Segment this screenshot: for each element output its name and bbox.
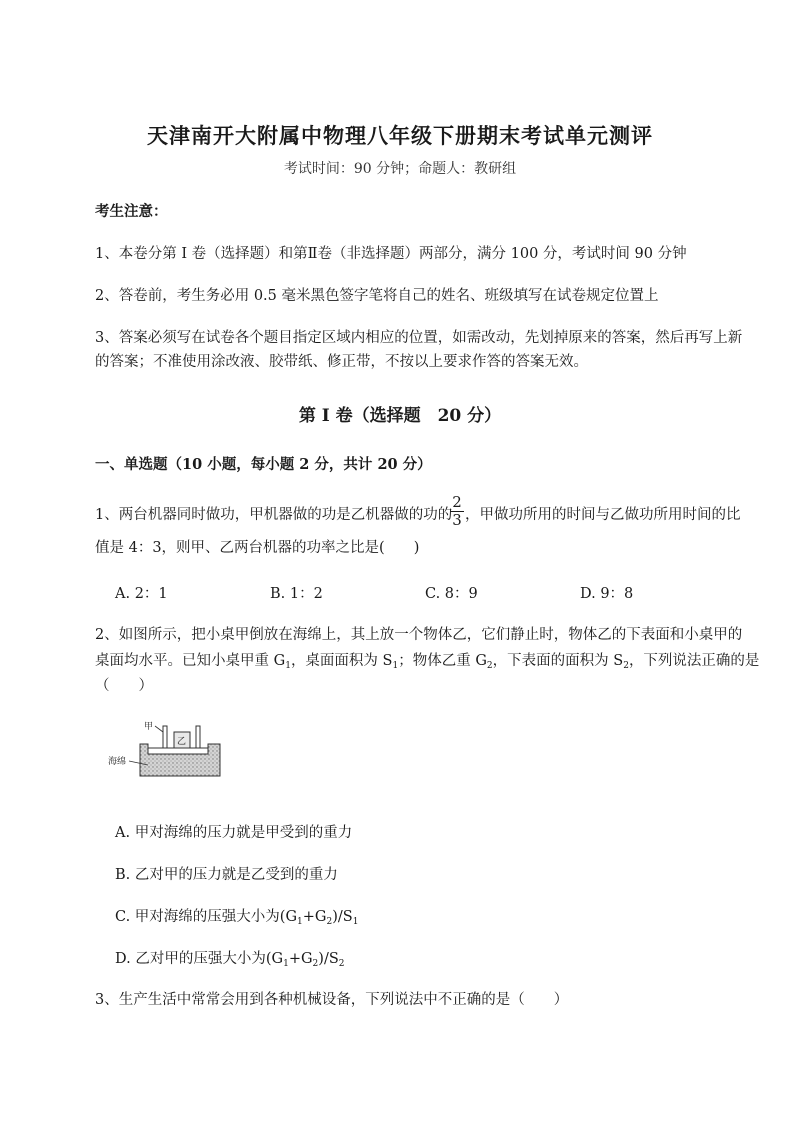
figure-label-yi: 乙 [177, 737, 187, 747]
notice-item-3: 3、答案必须写在试卷各个题目指定区域内相应的位置，如需改动，先划掉原来的答案，然后再写上新 [95, 330, 743, 346]
q2-option-a: A. 甲对海绵的压力就是甲受到的重力 [115, 825, 353, 841]
q2-option-c-post: )/S [332, 909, 353, 925]
q1-option-b: B. 1：2 [270, 586, 323, 602]
page-title: 天津南开大附属中物理八年级下册期末考试单元测评 [147, 123, 653, 148]
figure-label-jia: 甲 [144, 722, 154, 732]
q1-option-d: D. 9：8 [580, 586, 634, 602]
table-top [148, 748, 208, 754]
q1-option-c: C. 8：9 [425, 586, 478, 602]
q2-line1: 2、如图所示，把小桌甲倒放在海绵上，其上放一个物体乙，它们静止时，物体乙的下表面和小桌甲的 [95, 627, 743, 643]
q2-option-d-post: )/S [318, 951, 339, 967]
q2-line2-c: ；物体乙重 G [398, 653, 487, 669]
q2-option-c-mid: +G [302, 909, 327, 925]
q1-fraction-numerator: 2 [450, 494, 464, 512]
notice-item-1: 1、本卷分第 I 卷（选择题）和第Ⅱ卷（非选择题）两部分，满分 100 分，考试时间 90 分钟 [95, 246, 687, 262]
q1-line2: 值是 4：3，则甲、乙两台机器的功率之比是( ) [95, 540, 420, 556]
q2-option-d-sub-s: 2 [338, 959, 345, 969]
q2-option-c-pre: C. 甲对海绵的压强大小为(G [115, 909, 298, 925]
q1-line1-pre: 1、两台机器同时做功，甲机器做的功是乙机器做的功的 [95, 507, 453, 523]
q2-sub-g1: 1 [285, 661, 291, 671]
q2-line2-a: 桌面均水平。已知小桌甲重 G [95, 653, 286, 669]
q1-option-a: A. 2：1 [115, 586, 168, 602]
figure-label-sponge: 海绵 [108, 757, 127, 767]
section-title: 第 I 卷（选择题 20 分） [298, 406, 502, 426]
q2-option-c-sub-2: 2 [326, 917, 333, 927]
q2-line2-b: ，桌面面积为 S [290, 653, 393, 669]
q2-line3: （ ） [95, 678, 153, 694]
part-heading: 一、单选题（10 小题，每小题 2 分，共计 20 分） [95, 456, 432, 473]
q2-option-b: B. 乙对甲的压力就是乙受到的重力 [115, 867, 338, 883]
q2-option-d-pre: D. 乙对甲的压强大小为(G [115, 951, 284, 967]
q2-option-d-sub-2: 2 [312, 959, 319, 969]
q2-option-d-mid: +G [288, 951, 313, 967]
q2-line2-e: ，下列说法正确的是 [628, 653, 760, 669]
q1-line1-post: ，甲做功所用的时间与乙做功所用时间的比 [465, 507, 741, 523]
label-pointer-jia [155, 726, 163, 732]
notice-item-2: 2、答卷前，考生务必用 0.5 毫米黑色签字笔将自己的姓名、班级填写在试卷规定位置上 [95, 288, 659, 304]
q2-option-c [115, 905, 358, 927]
q2-sub-g2: 2 [486, 661, 493, 671]
q2-line2 [95, 651, 759, 676]
q2-figure [108, 718, 238, 780]
page-subtitle: 考试时间：90 分钟；命题人：教研组 [283, 161, 517, 177]
q2-option-d [115, 947, 345, 969]
q2-line2-d: ，下表面的面积为 S [492, 653, 624, 669]
table-leg-left [163, 726, 167, 748]
table-leg-right [196, 726, 200, 748]
q2-option-c-sub-1: 1 [297, 917, 303, 927]
q1-fraction-denominator: 3 [452, 511, 462, 529]
q2-sub-s2: 2 [623, 661, 629, 671]
notice-heading: 考生注意： [95, 203, 168, 220]
q2-sub-s1: 1 [392, 661, 399, 671]
q1-fraction [450, 494, 464, 529]
q3-line1: 3、生产生活中常常会用到各种机械设备，下列说法中不正确的是（ ） [95, 992, 569, 1008]
q2-option-c-sub-s: 1 [352, 917, 359, 927]
q2-option-d-sub-1: 1 [283, 959, 289, 969]
notice-item-3-cont: 的答案；不准使用涂改液、胶带纸、修正带，不按以上要求作答的答案无效。 [95, 354, 588, 370]
